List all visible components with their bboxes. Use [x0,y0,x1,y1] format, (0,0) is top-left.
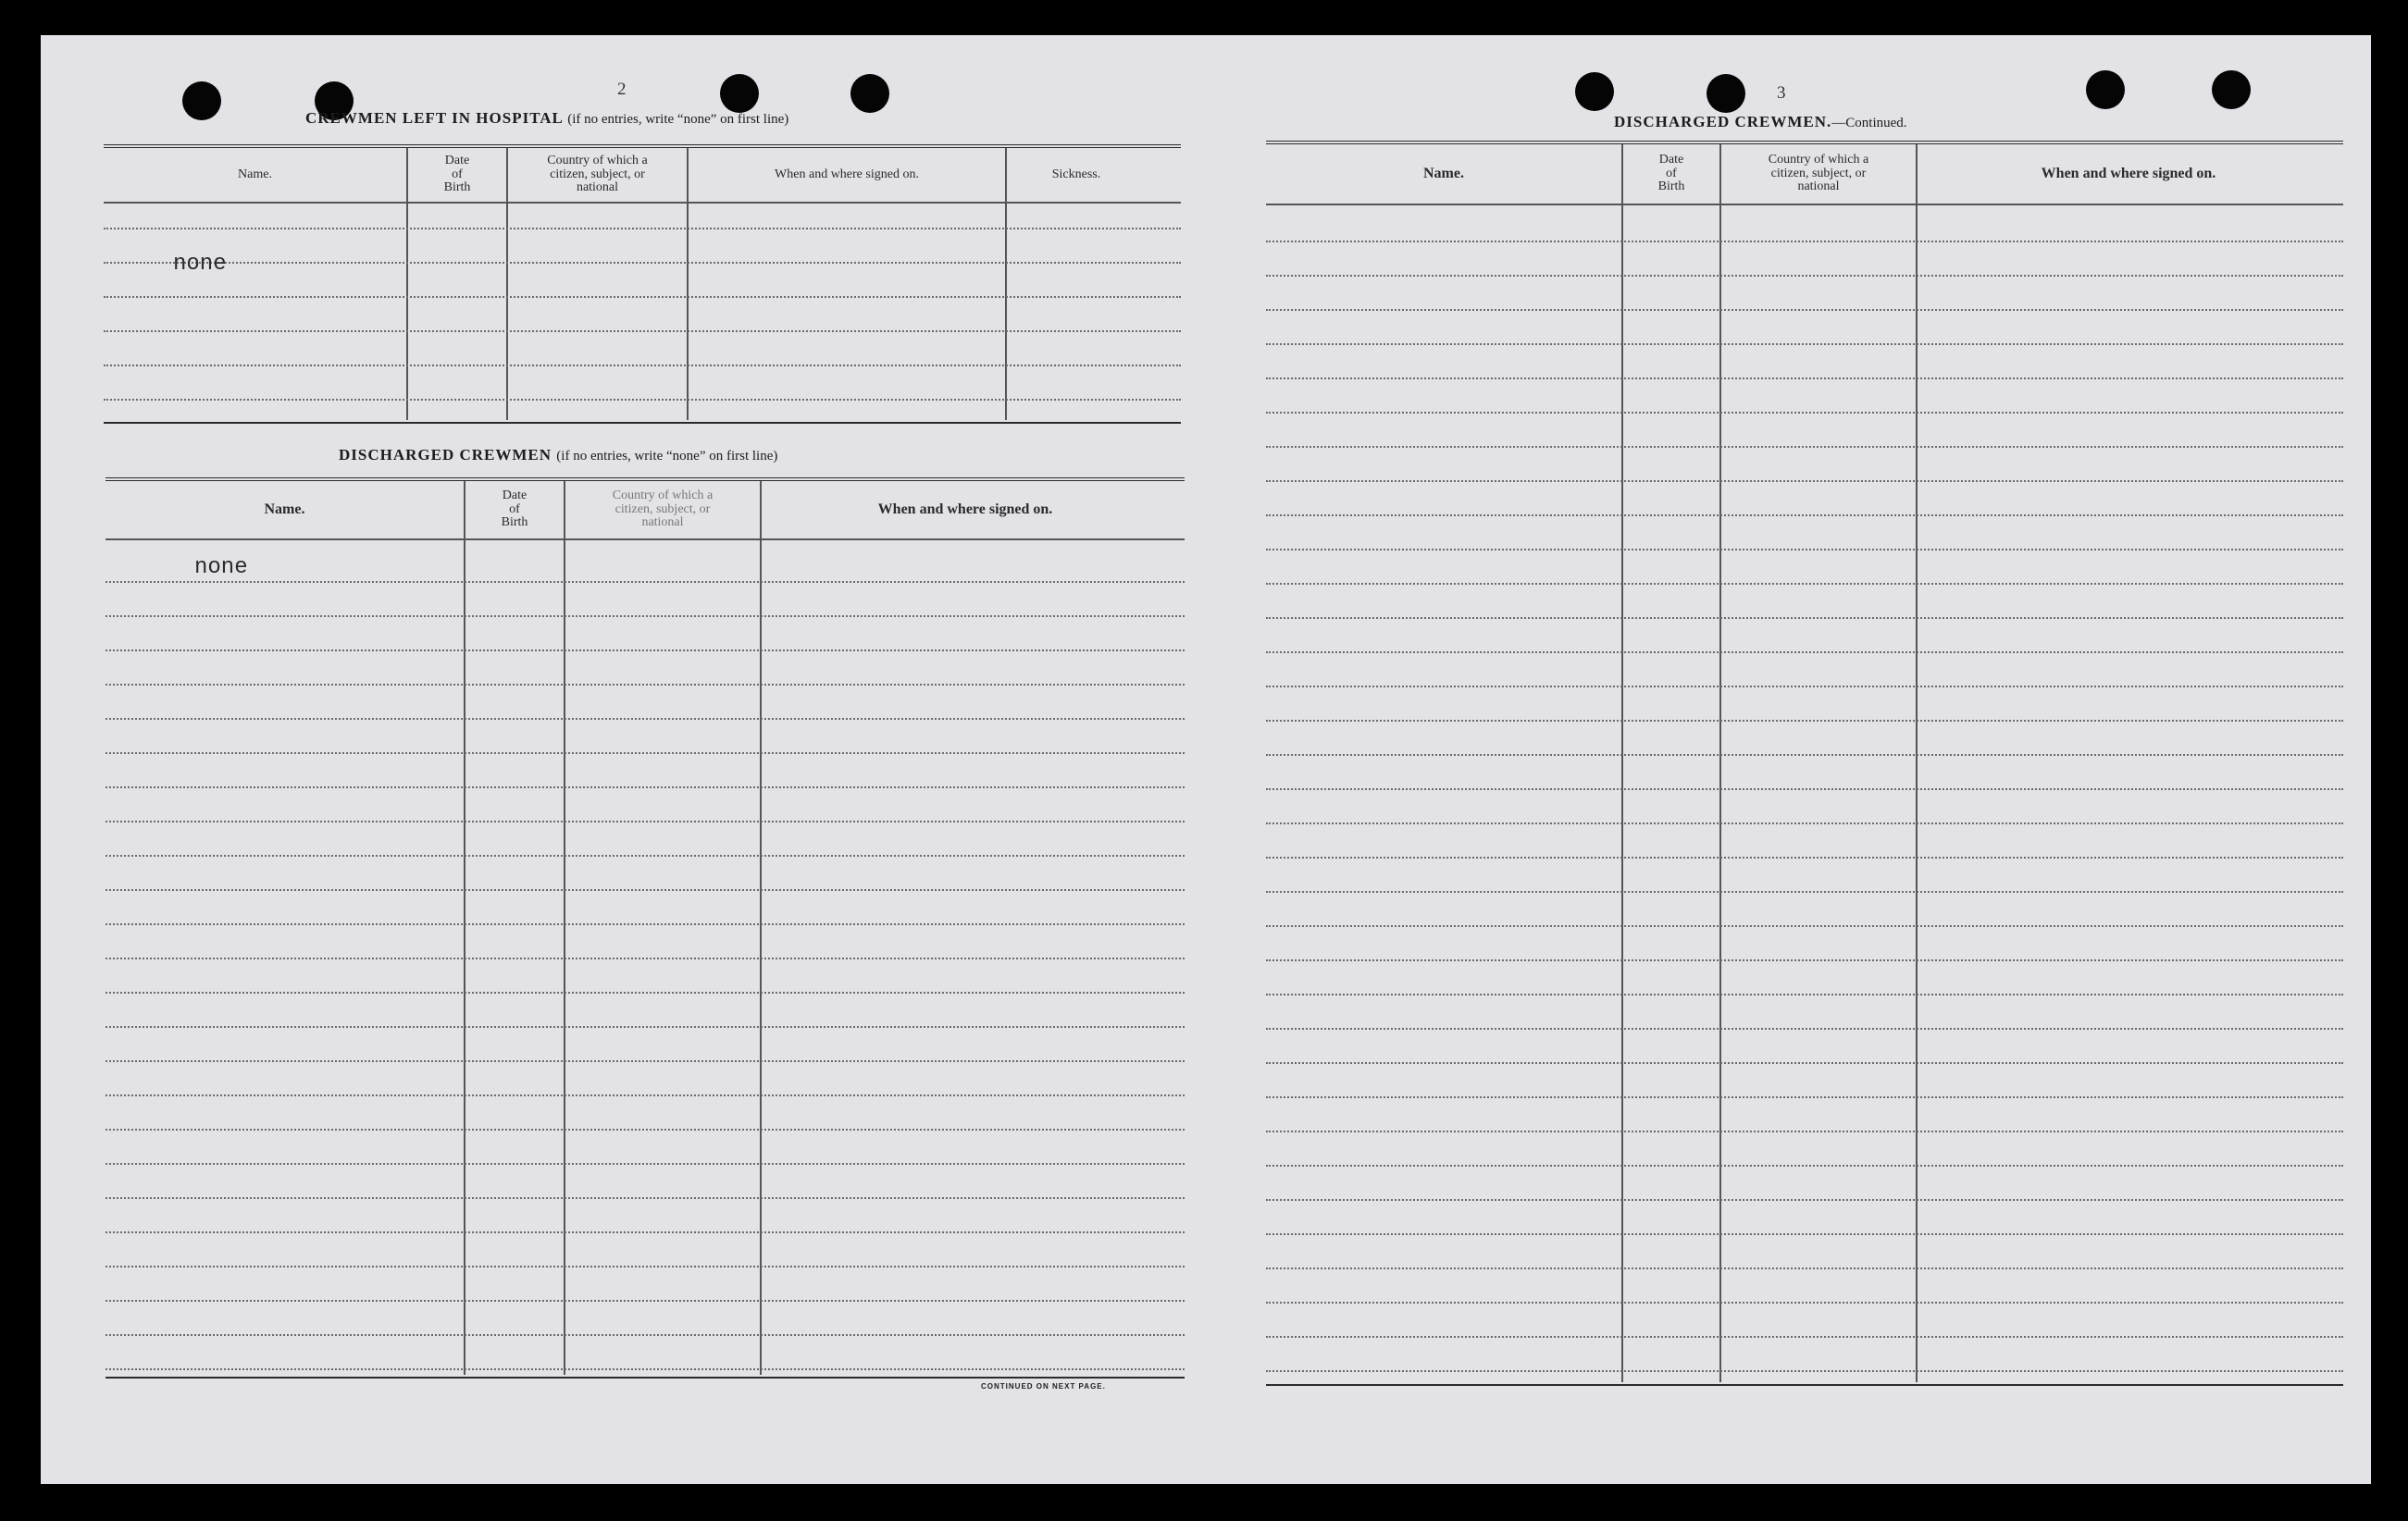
first-line-entry: none [173,252,227,277]
blank-form-row [1266,241,2343,242]
blank-form-row [106,1231,1185,1233]
column-divider [406,148,408,420]
blank-form-row [1266,412,2343,414]
blank-form-row [1266,480,2343,482]
blank-form-row [1266,1233,2343,1235]
blank-form-row [106,1094,1185,1096]
header-date-of-birth: Date of Birth [501,488,528,530]
blank-form-row [104,399,1181,401]
page-number: 2 [617,80,627,99]
table-bottom-rule [1266,1384,2343,1386]
blank-form-row [106,581,1185,583]
discharged-continued-title [1614,113,1907,131]
blank-form-row [1266,1165,2343,1167]
blank-form-row [104,296,1181,298]
blank-form-row [104,262,1181,264]
binder-hole [720,74,759,113]
blank-form-row [106,855,1185,857]
first-line-entry: none [194,555,248,580]
header-sickness: Sickness. [1051,167,1101,181]
blank-form-row [1266,959,2343,961]
blank-form-row [106,1163,1185,1165]
blank-form-row [106,992,1185,994]
hospital-title-text: CREWMEN LEFT IN HOSPITAL [305,109,563,127]
column-divider [1916,144,1918,1382]
header-country: Country of which a citizen, subject, or national [612,488,714,530]
binder-hole [2086,70,2125,109]
binder-hole [850,74,889,113]
binder-hole [182,81,221,120]
hospital-table-header [104,148,1181,204]
column-divider [687,148,689,420]
page-number: 3 [1777,83,1786,103]
blank-form-row [1266,446,2343,448]
document-page-spread [41,35,2371,1484]
blank-form-row [1266,1096,2343,1098]
blank-form-row [106,1060,1185,1062]
blank-form-row [1266,549,2343,550]
blank-form-row [1266,1062,2343,1064]
header-signed-on: When and where signed on. [2041,165,2216,181]
blank-form-row [106,958,1185,959]
blank-form-row [1266,651,2343,653]
blank-form-row [106,1266,1185,1268]
discharged-table-header [106,481,1185,540]
blank-form-row [106,1334,1185,1336]
header-country: Country of which a citizen, subject, or national [547,153,648,195]
blank-form-row [106,1129,1185,1131]
blank-form-row [1266,1131,2343,1132]
blank-form-row [1266,788,2343,790]
column-divider [1719,144,1721,1382]
blank-form-row [1266,1336,2343,1338]
blank-form-row [106,1026,1185,1028]
discharged-title-text: DISCHARGED CREWMEN [339,446,552,464]
blank-form-row [1266,994,2343,995]
blank-form-row [1266,686,2343,687]
table-bottom-rule [106,1377,1185,1379]
blank-form-row [106,821,1185,822]
discharged-continued-table [1266,141,2343,1386]
blank-form-row [1266,377,2343,379]
table-bottom-rule [104,422,1181,424]
blank-form-row [106,649,1185,651]
blank-form-row [1266,857,2343,859]
blank-form-row [1266,275,2343,277]
blank-form-row [1266,754,2343,756]
header-signed-on: When and where signed on. [775,167,919,181]
blank-form-row [104,228,1181,229]
blank-form-row [1266,309,2343,311]
column-divider [1621,144,1623,1382]
blank-form-row [106,889,1185,891]
header-country: Country of which a citizen, subject, or national [1768,152,1869,194]
blank-form-row [1266,720,2343,722]
header-date-of-birth: Date of Birth [1657,152,1685,194]
header-name: Name. [264,501,305,517]
header-signed-on: When and where signed on. [877,501,1053,517]
continued-footnote: CONTINUED ON NEXT PAGE. [981,1382,1106,1391]
blank-form-row [1266,1199,2343,1201]
column-divider [506,148,508,420]
discharged-continued-title-text: DISCHARGED CREWMEN. [1614,113,1832,130]
hospital-table [104,144,1181,424]
header-name: Name. [238,167,272,181]
blank-form-row [1266,1370,2343,1372]
blank-form-row [1266,1268,2343,1269]
blank-form-row [1266,514,2343,516]
blank-form-row [106,718,1185,720]
discharged-section-title [339,446,777,464]
hospital-title-note: (if no entries, write “none” on first line) [567,112,789,127]
blank-form-row [106,1368,1185,1370]
blank-form-row [106,923,1185,925]
blank-form-row [1266,925,2343,927]
header-name: Name. [1423,165,1464,181]
blank-form-row [1266,1302,2343,1304]
blank-form-row [106,684,1185,686]
blank-form-row [1266,822,2343,824]
binder-hole [2212,70,2251,109]
blank-form-row [1266,343,2343,345]
blank-form-row [1266,1028,2343,1030]
header-date-of-birth: Date of Birth [443,153,471,195]
binder-hole [1575,72,1614,111]
blank-form-row [1266,617,2343,619]
blank-form-row [104,365,1181,366]
continued-table-header [1266,144,2343,205]
hospital-section-title [305,109,788,128]
blank-form-row [1266,891,2343,893]
blank-form-row [106,1197,1185,1199]
discharged-table [106,477,1185,1379]
discharged-title-note: (if no entries, write “none” on first line) [556,449,778,464]
blank-form-row [106,786,1185,788]
continued-suffix: —Continued. [1831,116,1907,130]
column-divider [1005,148,1007,420]
blank-form-row [106,1300,1185,1302]
blank-form-row [1266,583,2343,585]
blank-form-row [106,752,1185,754]
blank-form-row [104,330,1181,332]
blank-form-row [106,615,1185,617]
binder-hole [1707,74,1745,113]
